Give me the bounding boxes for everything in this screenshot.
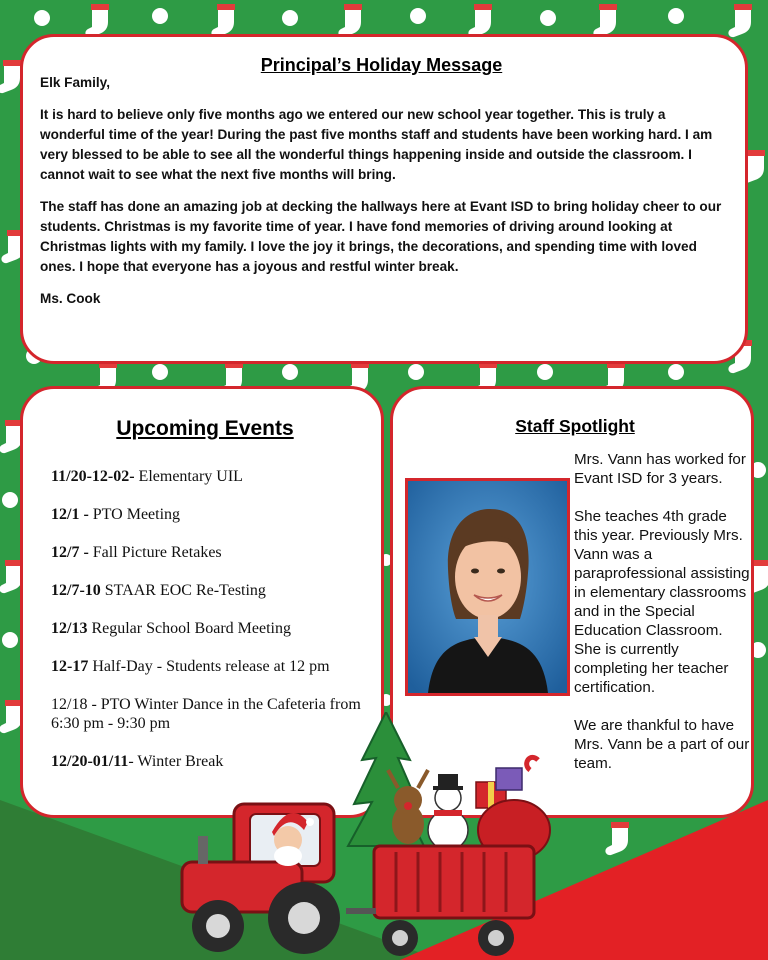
event-item (51, 505, 371, 524)
event-date: 12/7 - (51, 544, 89, 561)
event-text: PTO Meeting (88, 506, 181, 523)
staff-title: Staff Spotlight (515, 416, 635, 436)
event-item (51, 581, 371, 600)
principal-message-panel (20, 34, 748, 364)
staff-description (574, 450, 752, 792)
event-item (51, 657, 371, 676)
message-signature: Ms. Cook (40, 291, 101, 306)
event-date: 12/7-10 (51, 582, 101, 599)
event-item (51, 543, 371, 562)
event-text: Regular School Board Meeting (87, 620, 291, 637)
event-text: Elementary UIL (134, 468, 243, 485)
event-text: 12/18 - PTO Winter Dance in the Cafeteria from 6:30 pm - 9:30 pm (51, 696, 361, 732)
event-text: - Winter Break (128, 753, 224, 770)
event-item (51, 467, 371, 486)
staff-paragraph-1: Mrs. Vann has worked for Evant ISD for 3 years. (574, 451, 746, 487)
event-date: 12/1 - (51, 506, 89, 523)
portrait-illustration (408, 481, 567, 693)
message-paragraph-1: It is hard to believe only five months ago we entered our new school year together. This is truly a wonderful time of the year! During the past five months staff and students have been working hard. I am very blessed to be able to see all the wonderful things happening inside and outside the classroom. I cannot wait to see what the next five months will bring. (40, 107, 713, 182)
event-text: Half-Day - Students release at 12 pm (88, 658, 330, 675)
staff-paragraph-2: She teaches 4th grade this year. Previously Mrs. Vann was a paraprofessional assisting in elementary classrooms and in the Special Education Classroom. She is currently completing her teacher certification. (574, 508, 750, 696)
event-text: STAAR EOC Re-Testing (100, 582, 266, 599)
event-date: 12/13 (51, 620, 88, 637)
staff-paragraph-3: We are thankful to have Mrs. Vann be a part of our team. (574, 717, 750, 772)
message-greeting: Elk Family, (40, 75, 111, 90)
events-title: Upcoming Events (116, 417, 294, 440)
event-date: 11/20-12-02- (51, 468, 135, 485)
event-date: 12/20-01/11 (51, 753, 129, 770)
message-paragraph-2: The staff has done an amazing job at decking the hallways here at Evant ISD to bring holiday cheer to our students. Christmas is my favorite time of year. I have fond memories of driving around looking at Christmas lights with my family. I love the joy it brings, the decorations, and spending time with loved ones. I hope that everyone has a joyous and restful winter break. (40, 199, 722, 274)
event-date: 12-17 (51, 658, 89, 675)
event-text: Fall Picture Retakes (88, 544, 222, 561)
message-title: Principal’s Holiday Message (260, 55, 503, 75)
staff-portrait-photo (405, 478, 570, 696)
event-item (51, 619, 371, 638)
santa-tractor-illustration (178, 712, 598, 960)
